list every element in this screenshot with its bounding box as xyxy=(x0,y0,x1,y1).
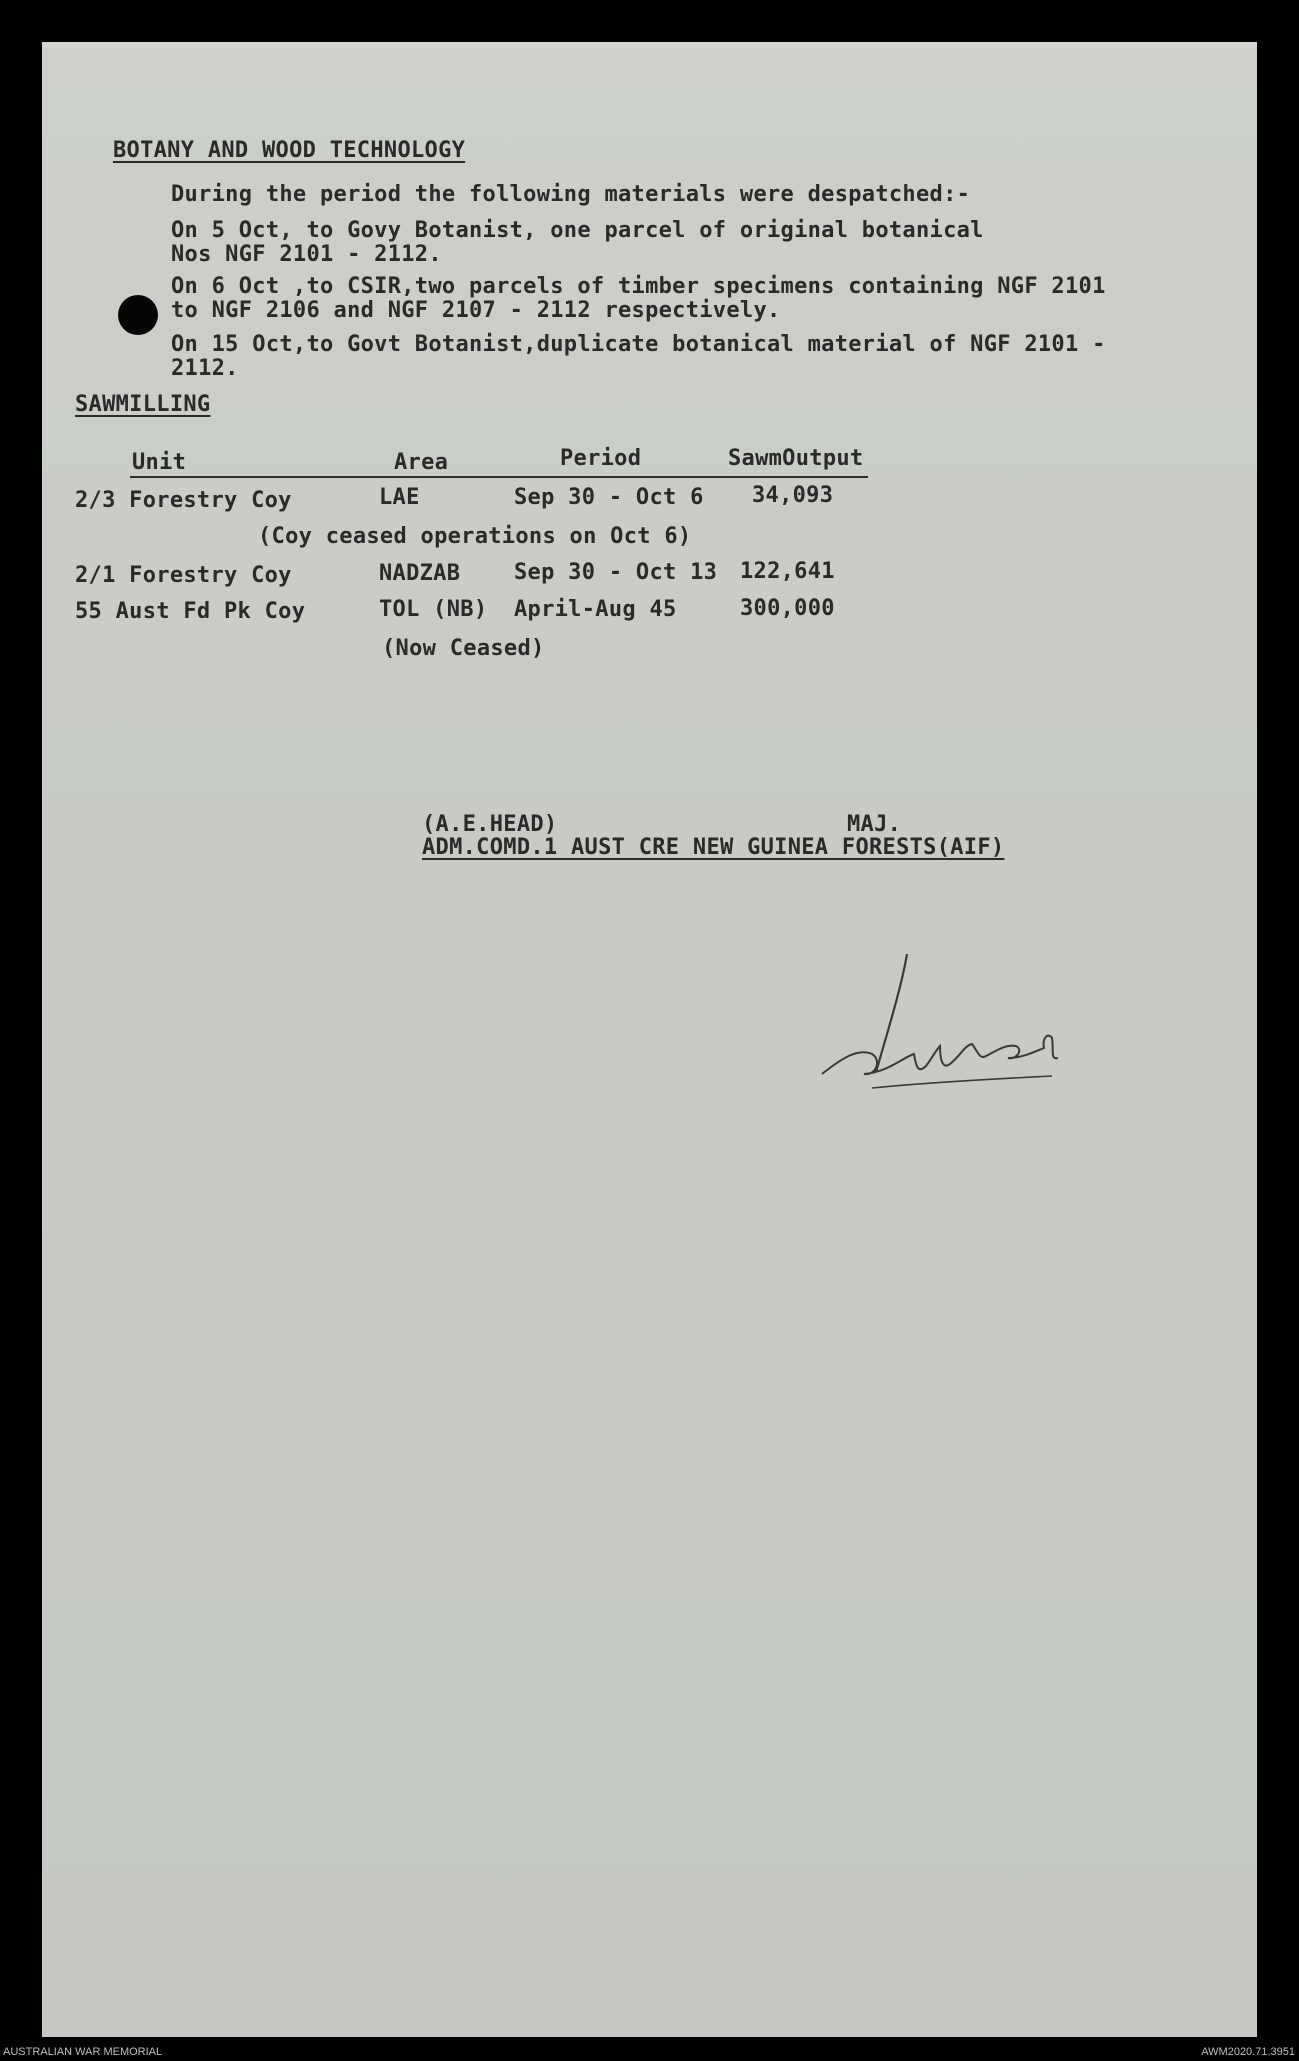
row3-unit: 55 Aust Fd Pk Coy xyxy=(75,599,306,624)
botany-intro: During the period the following materials were despatched:- xyxy=(171,182,971,207)
paper-top-edge xyxy=(42,42,1257,48)
row3-note: (Now Ceased) xyxy=(382,636,545,661)
footer-accession-number: AWM2020.71.3951 xyxy=(1201,2046,1295,2058)
row1-period: Sep 30 - Oct 6 xyxy=(514,485,704,510)
botany-para1-line2: Nos NGF 2101 - 2112. xyxy=(171,242,442,267)
botany-para2-line2: to NGF 2106 and NGF 2107 - 2112 respectively. xyxy=(171,298,781,323)
table-header-rule xyxy=(130,476,868,478)
botany-para3-line2: 2112. xyxy=(171,356,239,381)
footer-institution: AUSTRALIAN WAR MEMORIAL xyxy=(3,2046,163,2058)
column-header-area: Area xyxy=(394,450,449,475)
botany-heading: BOTANY AND WOOD TECHNOLOGY xyxy=(113,138,466,163)
botany-para1-line1: On 5 Oct, to Govy Botanist, one parcel of original botanical xyxy=(171,218,984,243)
row2-area: NADZAB xyxy=(379,561,461,586)
botany-para3-line1: On 15 Oct,to Govt Botanist,duplicate botanical material of NGF 2101 - xyxy=(171,332,1106,357)
document-page xyxy=(42,42,1257,2037)
row3-output: 300,000 xyxy=(740,596,835,621)
column-header-period: Period xyxy=(560,446,642,471)
botany-para2-line1: On 6 Oct ,to CSIR,two parcels of timber specimens containing NGF 2101 xyxy=(171,274,1106,299)
row1-area: LAE xyxy=(379,485,420,510)
sawmilling-heading: SAWMILLING xyxy=(75,392,211,417)
column-header-unit: Unit xyxy=(132,450,187,475)
row3-area: TOL (NB) xyxy=(379,597,488,622)
row1-unit: 2/3 Forestry Coy xyxy=(75,488,292,513)
row1-output: 34,093 xyxy=(752,483,834,508)
row2-output: 122,641 xyxy=(740,559,835,584)
signatory-title: ADM.COMD.1 AUST CRE NEW GUINEA FORESTS(AIF) xyxy=(422,835,1005,860)
signatory-name: (A.E.HEAD) xyxy=(422,812,558,837)
signatory-rank: MAJ. xyxy=(847,812,902,837)
row2-unit: 2/1 Forestry Coy xyxy=(75,563,292,588)
row2-period: Sep 30 - Oct 13 xyxy=(514,560,718,585)
column-header-output: SawmOutput xyxy=(728,446,864,471)
row3-period: April-Aug 45 xyxy=(514,597,677,622)
handwritten-signature xyxy=(802,954,1062,1104)
punch-hole xyxy=(118,295,158,335)
row1-note: (Coy ceased operations on Oct 6) xyxy=(258,524,692,549)
